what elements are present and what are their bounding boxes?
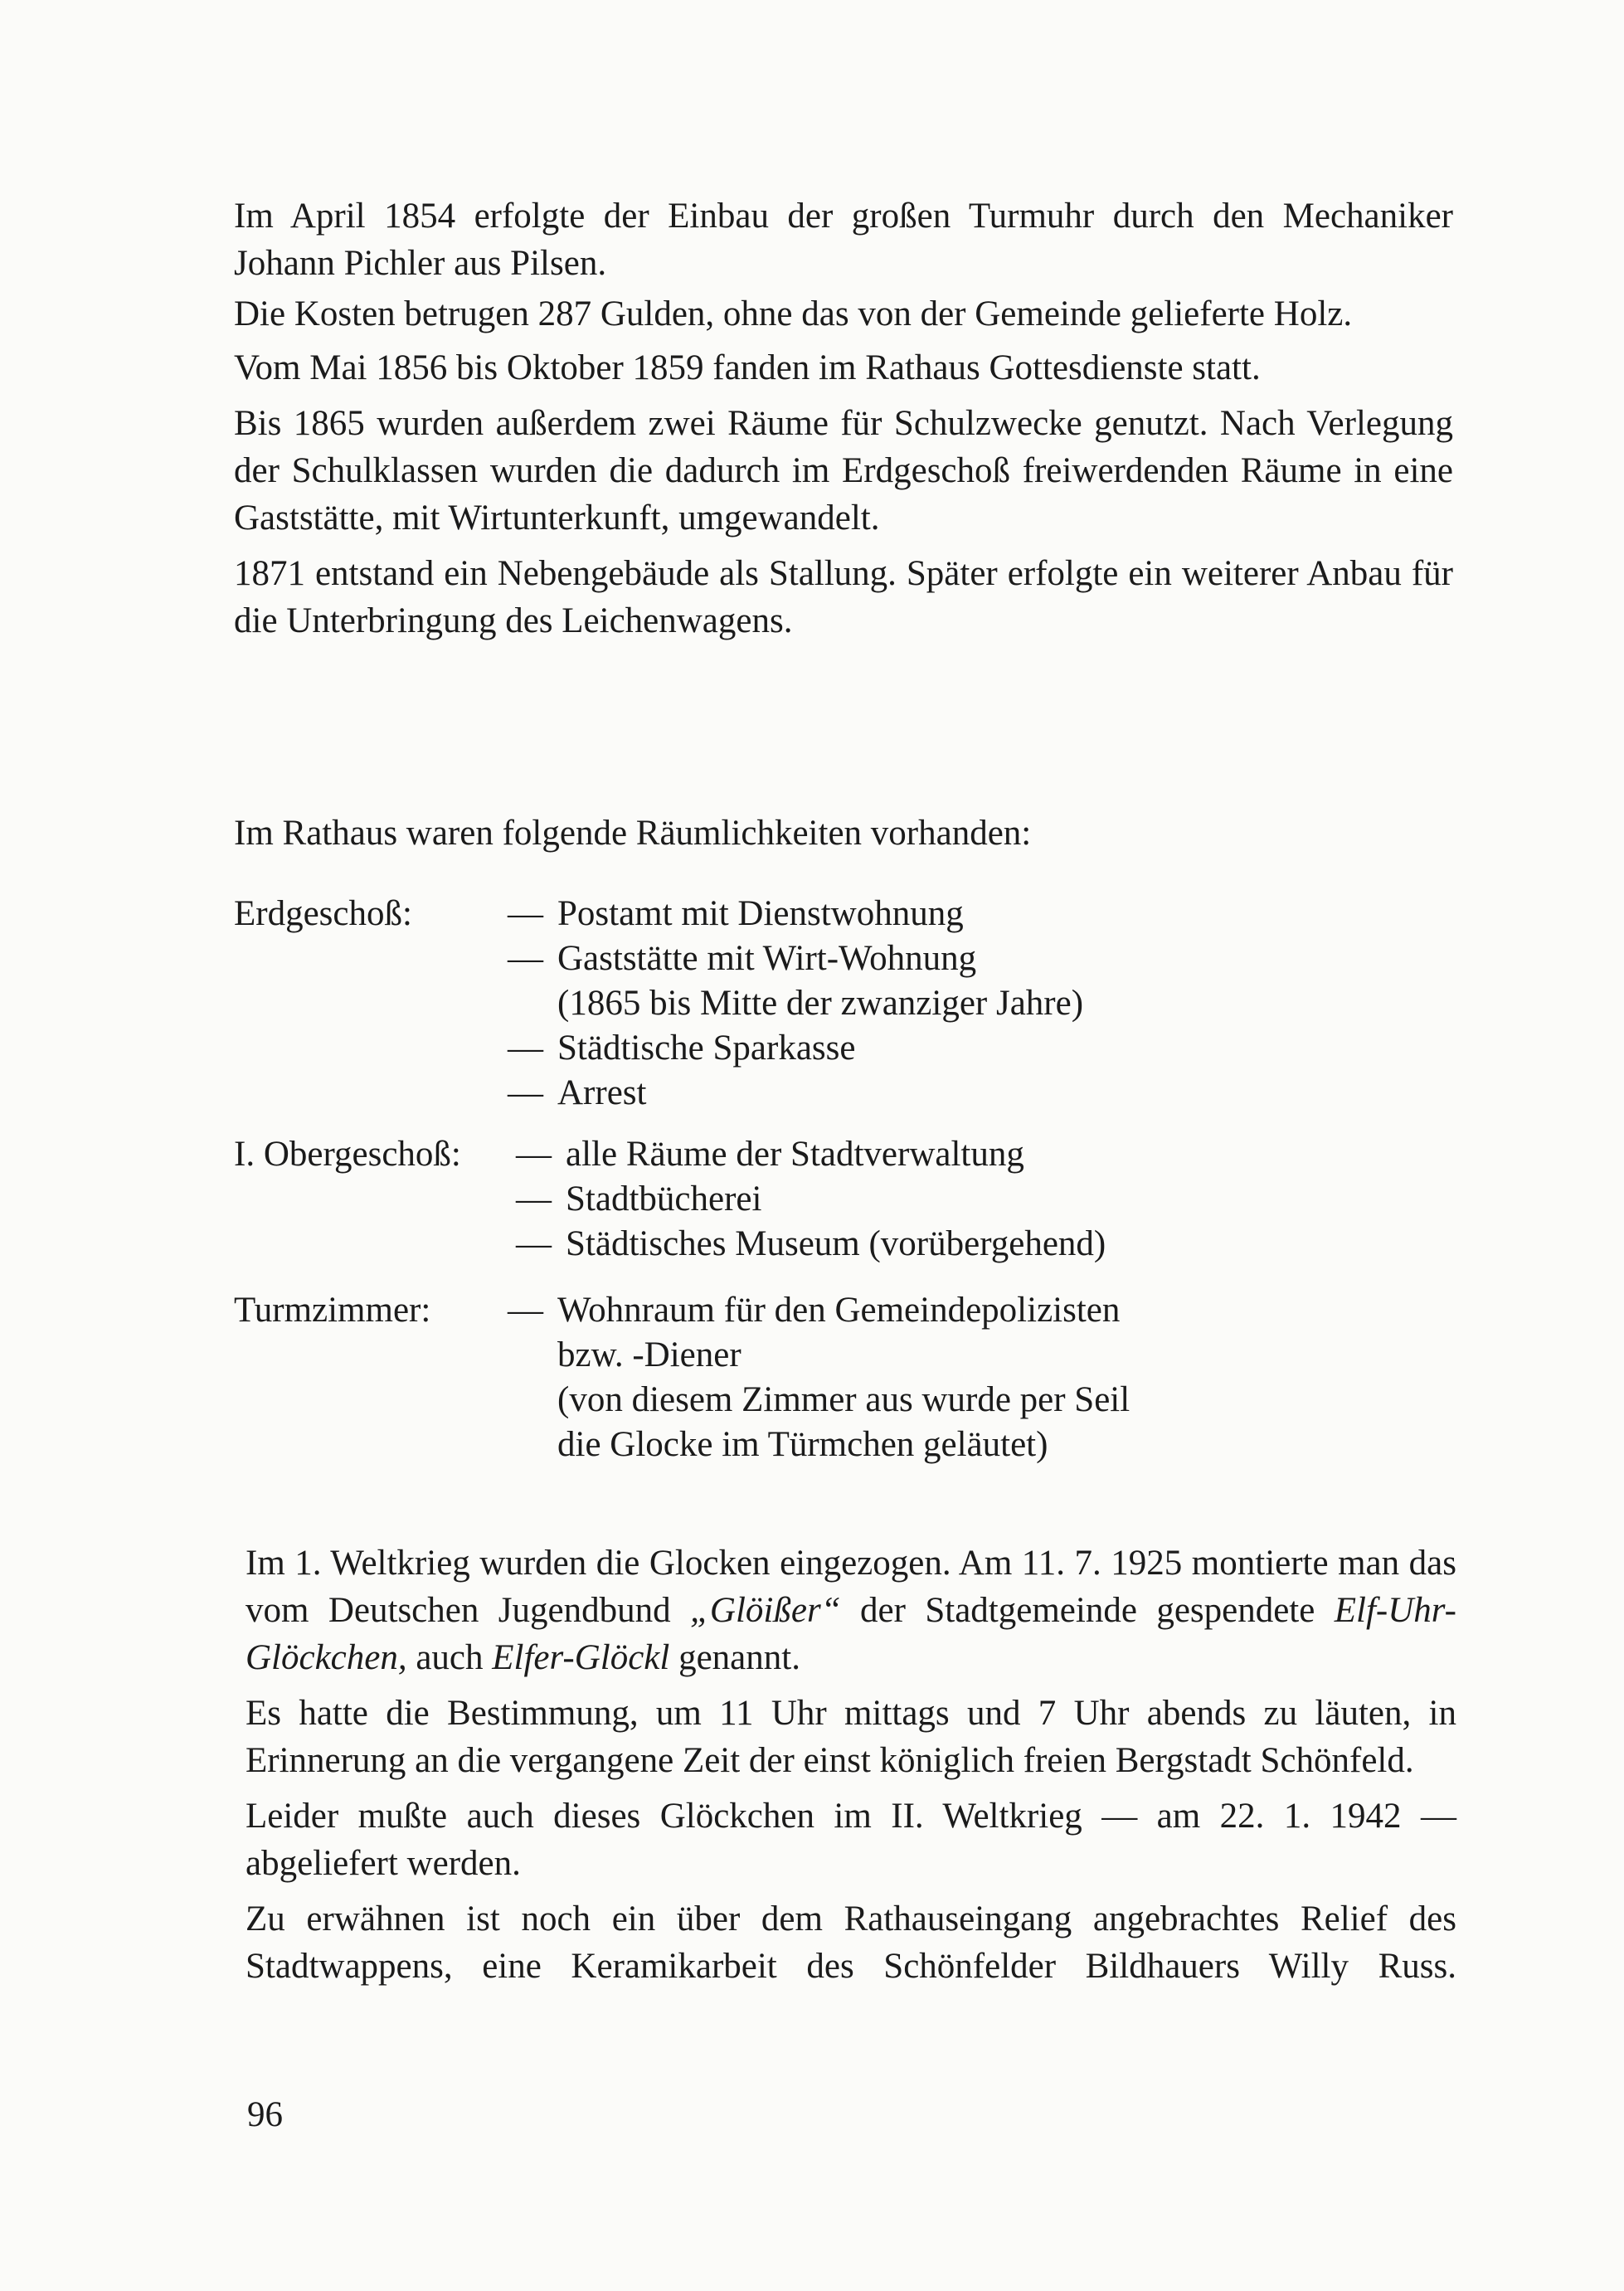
paragraph-gottesdienste: Vom Mai 1856 bis Oktober 1859 fanden im Rathaus Gottesdienste statt. <box>234 348 1261 387</box>
room-item <box>516 1132 1453 1177</box>
paragraph-glocken <box>246 1539 1456 1681</box>
paragraph-turmuhr: Im April 1854 erfolgte der Einbau der großen Turmuhr durch den Mechaniker Johann Pichler aus Pilsen. <box>234 197 1453 283</box>
rooms-intro <box>234 810 1453 857</box>
dash-mark: — <box>516 1180 552 1218</box>
room-item-line: bzw. -Diener <box>557 1335 741 1374</box>
room-item-line: Gaststätte mit Wirt-Wohnung <box>557 939 977 978</box>
room-item-line: (von diesem Zimmer aus wurde per Seil <box>557 1380 1130 1419</box>
room-item <box>508 1071 1445 1116</box>
rooms-intro-text: Im Rathaus waren folgende Räumlichkeiten vorhanden: <box>234 814 1032 853</box>
dash-mark: — <box>508 1291 543 1330</box>
paragraph-relief: Zu erwähnen ist noch ein über dem Rathauseingang angebrachtes Relief des Stadtwappens, eine Keramikarbeit des Schönfelder Bildhauers Willy Russ. <box>246 1899 1456 1986</box>
room-item <box>508 936 1445 1026</box>
top-text-block <box>234 192 1453 644</box>
bell-text-1: Im 1. Weltkrieg wurden die Glocken eingezogen. Am 11. 7. 1925 montierte man das vom Deutschen Jugendbund <box>246 1544 1456 1630</box>
bell-text-2: der Stadtgemeinde gespendete <box>840 1591 1335 1630</box>
floor-label: I. Obergeschoß: <box>234 1135 461 1174</box>
floor-label: Erdgeschoß: <box>234 894 412 933</box>
bell-text-3: auch <box>406 1638 493 1677</box>
paragraph-nebengebaeude: 1871 entstand ein Nebengebäude als Stallung. Später erfolgte ein weiterer Anbau für die Unterbringung des Leichenwagens. <box>234 554 1453 640</box>
bell-name-2: Elfer-Glöckl <box>492 1638 670 1677</box>
bell-text-4: genannt. <box>669 1638 800 1677</box>
room-item <box>508 892 1445 936</box>
room-item-line: Stadtbücherei <box>566 1180 762 1218</box>
room-item <box>516 1222 1453 1267</box>
dash-mark: — <box>516 1224 552 1263</box>
dash-mark: — <box>516 1135 552 1174</box>
paragraph-schulzwecke: Bis 1865 wurden außerdem zwei Räume für Schulzwecke genutzt. Nach Verlegung der Schulklassen wurden die dadurch im Erdgeschoß freiwerdenden Räume in eine Gaststätte, mit Wirtunterkunft, umgewandelt. <box>234 404 1453 537</box>
paragraph-bestimmung: Es hatte die Bestimmung, um 11 Uhr mittags und 7 Uhr abends zu läuten, in Erinnerung an die vergangene Zeit der einst königlich freien Bergstadt Schönfeld. <box>246 1694 1456 1780</box>
room-item-line: Städtisches Museum (vorübergehend) <box>566 1224 1106 1263</box>
floor-items <box>516 1132 1453 1267</box>
paragraph-kosten: Die Kosten betrugen 287 Gulden, ohne das von der Gemeinde gelieferte Holz. <box>234 294 1353 333</box>
page-number: 96 <box>247 2095 283 2134</box>
dash-mark: — <box>508 1073 543 1112</box>
bell-name-1: Elf-Uhr-Glöckchen, <box>246 1591 1456 1677</box>
room-item-line: Wohnraum für den Gemeindepolizisten <box>557 1291 1121 1330</box>
dash-mark: — <box>508 894 543 933</box>
floor-items <box>508 892 1445 1116</box>
room-item-line: Postamt mit Dienstwohnung <box>557 894 964 933</box>
bottom-text-block <box>246 1539 1456 1990</box>
room-item-line: Arrest <box>557 1073 647 1112</box>
dash-mark: — <box>508 1029 543 1068</box>
room-item <box>516 1177 1453 1222</box>
floor-label: Turmzimmer: <box>234 1291 431 1330</box>
floor-items <box>508 1288 1445 1467</box>
bell-quote: „Glöißer“ <box>690 1591 841 1630</box>
room-item <box>508 1288 1445 1467</box>
room-item-line: Städtische Sparkasse <box>557 1029 856 1068</box>
room-item-line: (1865 bis Mitte der zwanziger Jahre) <box>557 984 1084 1023</box>
room-item-line: die Glocke im Türmchen geläutet) <box>557 1425 1048 1464</box>
paragraph-abgeliefert: Leider mußte auch dieses Glöckchen im II. Weltkrieg — am 22. 1. 1942 — abgeliefert werden. <box>246 1797 1456 1883</box>
dash-mark: — <box>508 939 543 978</box>
room-item <box>508 1026 1445 1071</box>
room-item-line: alle Räume der Stadtverwaltung <box>566 1135 1024 1174</box>
